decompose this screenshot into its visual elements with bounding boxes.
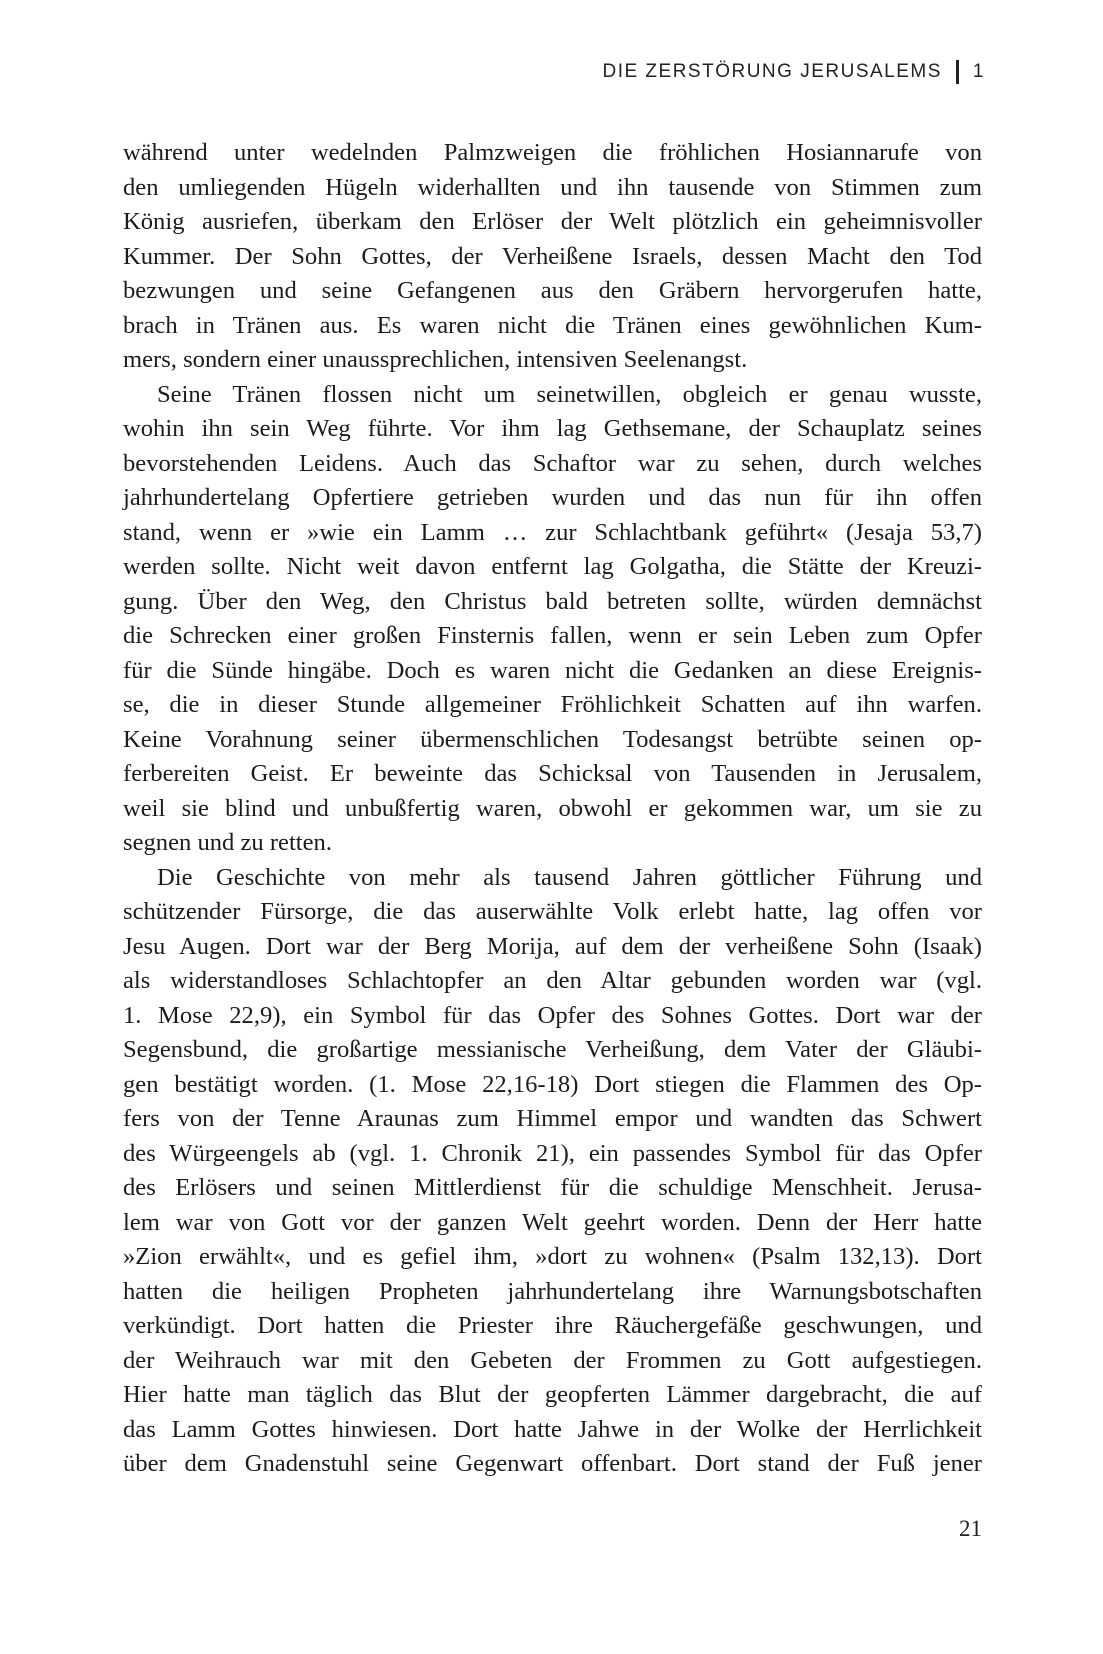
body-text [123, 136, 982, 1482]
text-line: jahrhundertelang Opfertiere getrieben wurden und das nun für ihn offen [123, 484, 982, 511]
text-line: bevorstehenden Leidens. Auch das Schaftor war zu sehen, durch welches [123, 449, 982, 477]
text-line: brach in Tränen aus. Es waren nicht die Tränen eines gewöhnlichen Kum- [123, 311, 982, 339]
text-line: »Zion erwählt«, und es gefiel ihm, »dort zu wohnen« (Psalm 132,13). Dort [123, 1243, 982, 1270]
text-line: Hier hatte man täglich das Blut der geopferten Lämmer dargebracht, die auf [123, 1381, 982, 1408]
text-line: 1. Mose 22,9), ein Symbol für das Opfer des Sohnes Gottes. Dort war der [123, 1001, 982, 1029]
text-line: lem war von Gott vor der ganzen Welt geehrt worden. Denn der Herr hatte [123, 1208, 982, 1236]
text-line: König ausriefen, überkam den Erlöser der Welt plötzlich ein geheimnisvoller [123, 208, 982, 235]
text-line: die Schrecken einer großen Finsternis fallen, wenn er sein Leben zum Opfer [123, 622, 982, 649]
text-line: hatten die heiligen Propheten jahrhundertelang ihre Warnungsbotschaften [123, 1277, 982, 1305]
text-line: das Lamm Gottes hinwiesen. Dort hatte Jahwe in der Wolke der Herrlichkeit [123, 1415, 982, 1443]
header-separator [956, 60, 959, 84]
text-line: der Weihrauch war mit den Gebeten der Frommen zu Gott aufgestiegen. [123, 1346, 982, 1374]
paragraph [123, 861, 982, 1482]
text-line: als widerstandloses Schlachtopfer an den Altar gebunden worden war (vgl. [123, 967, 982, 994]
text-line: des Erlösers und seinen Mittlerdienst für die schuldige Menschheit. Jerusa- [123, 1174, 982, 1201]
text-line: während unter wedelnden Palmzweigen die fröhlichen Hosiannarufe von [123, 139, 982, 166]
text-line: Jesu Augen. Dort war der Berg Morija, auf dem der verheißene Sohn (Isaak) [123, 932, 982, 960]
text-line: stand, wenn er »wie ein Lamm … zur Schlachtbank geführt« (Jesaja 53,7) [123, 518, 982, 546]
text-line: weil sie blind und unbußfertig waren, obwohl er gekommen war, um sie zu [123, 794, 982, 822]
page-number: 21 [959, 1516, 982, 1541]
text-line: segnen und zu retten. [123, 829, 332, 856]
text-line: Die Geschichte von mehr als tausend Jahren göttlicher Führung und [157, 863, 982, 891]
text-line: mers, sondern einer unaussprechlichen, intensiven Seelenangst. [123, 346, 748, 373]
text-line: über dem Gnadenstuhl seine Gegenwart offenbart. Dort stand der Fuß jener [123, 1450, 982, 1477]
text-line: werden sollte. Nicht weit davon entfernt lag Golgatha, die Stätte der Kreuzi- [123, 553, 982, 580]
text-line: des Würgeengels ab (vgl. 1. Chronik 21), ein passendes Symbol für das Opfer [123, 1139, 982, 1167]
chapter-number: 1 [972, 61, 985, 82]
text-line: für die Sünde hingäbe. Doch es waren nicht die Gedanken an diese Ereignis- [123, 656, 982, 684]
text-line: schützender Fürsorge, die das auserwählte Volk erlebt hatte, lag offen vor [123, 898, 982, 925]
text-line: verkündigt. Dort hatten die Priester ihre Räuchergefäße geschwungen, und [123, 1312, 982, 1339]
running-header [602, 60, 985, 84]
text-line: Kummer. Der Sohn Gottes, der Verheißene Israels, dessen Macht den Tod [123, 242, 982, 270]
text-line: Segensbund, die großartige messianische Verheißung, dem Vater der Gläubi- [123, 1036, 982, 1063]
text-line: gen bestätigt worden. (1. Mose 22,16-18) Dort stiegen die Flammen des Op- [123, 1070, 982, 1098]
paragraph [123, 136, 982, 378]
text-line: wohin ihn sein Weg führte. Vor ihm lag Gethsemane, der Schauplatz seines [123, 415, 982, 442]
text-line: gung. Über den Weg, den Christus bald betreten sollte, würden demnächst [123, 587, 982, 615]
text-line: ferbereiten Geist. Er beweinte das Schicksal von Tausenden in Jerusalem, [123, 760, 982, 787]
paragraph [123, 378, 982, 861]
text-line: bezwungen und seine Gefangenen aus den Gräbern hervorgerufen hatte, [123, 277, 982, 304]
text-line: se, die in dieser Stunde allgemeiner Fröhlichkeit Schatten auf ihn warfen. [123, 691, 982, 718]
running-title: DIE ZERSTÖRUNG JERUSALEMS [602, 61, 942, 82]
text-line: Keine Vorahnung seiner übermenschlichen Todesangst betrübte seinen op- [123, 725, 982, 753]
text-line: Seine Tränen flossen nicht um seinetwillen, obgleich er genau wusste, [157, 380, 982, 408]
text-line: fers von der Tenne Araunas zum Himmel empor und wandten das Schwert [123, 1105, 982, 1132]
text-line: den umliegenden Hügeln widerhallten und ihn tausende von Stimmen zum [123, 173, 982, 201]
